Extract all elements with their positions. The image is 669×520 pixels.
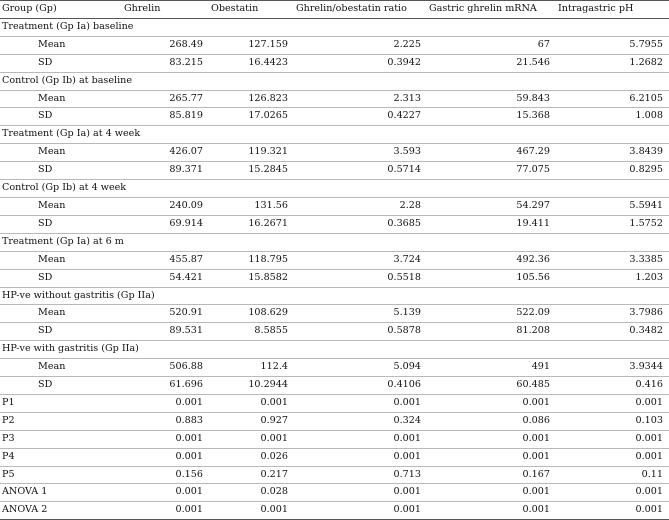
table-cell: 0.001 [294,502,427,520]
table-cell: 5.094 [294,359,427,377]
table-cell: 89.371 [122,162,209,180]
table-cell: 112.4 [209,359,294,377]
table-cell: 0.001 [556,394,669,412]
table-row [0,269,669,287]
table-cell: 0.713 [294,466,427,484]
row-label: SD [0,54,122,72]
table-row [0,323,669,341]
table-cell: 5.139 [294,305,427,323]
table-cell: 3.724 [294,251,427,269]
row-label: SD [0,377,122,395]
table-cell: 0.4106 [294,377,427,395]
table-row [0,394,669,412]
table-cell: 491 [427,359,556,377]
table-cell: 10.2944 [209,377,294,395]
table-cell: 0.086 [427,412,556,430]
row-label: SD [0,269,122,287]
header-row [0,1,669,19]
table-cell: 21.546 [427,54,556,72]
table-cell: 0.001 [294,430,427,448]
table-cell: 19.411 [427,215,556,233]
table-cell: 83.215 [122,54,209,72]
table-cell: 0.217 [209,466,294,484]
table-cell: 1.5752 [556,215,669,233]
table-cell: 0.001 [209,430,294,448]
header-group: Group (Gp) [0,1,122,19]
table-row [0,108,669,126]
table-row [0,412,669,430]
table-row [0,484,669,502]
table-cell: 0.001 [122,502,209,520]
table-cell: 0.3942 [294,54,427,72]
table-cell: 15.368 [427,108,556,126]
table-cell: 0.001 [294,448,427,466]
row-label: P3 [0,430,122,448]
group-heading-row [0,126,669,144]
table-cell: 0.028 [209,484,294,502]
group-label: HP-ve with gastritis (Gp IIa) [0,341,669,359]
row-label: SD [0,215,122,233]
table-cell: 3.7986 [556,305,669,323]
table-cell: 0.001 [294,394,427,412]
group-heading-row [0,287,669,305]
table-cell: 0.001 [122,448,209,466]
table-cell: 268.49 [122,36,209,54]
table-cell: 0.156 [122,466,209,484]
table-row [0,502,669,520]
row-label: Mean [0,197,122,215]
table-row [0,90,669,108]
table-row [0,305,669,323]
table-cell: 0.001 [209,502,294,520]
table-cell: 0.001 [427,448,556,466]
table-cell: 0.001 [427,394,556,412]
row-label: Mean [0,144,122,162]
table-cell: 54.421 [122,269,209,287]
table-row [0,144,669,162]
group-heading-row [0,72,669,90]
row-label: Mean [0,36,122,54]
table-cell: 15.2845 [209,162,294,180]
table-cell: 17.0265 [209,108,294,126]
table-cell: 3.3385 [556,251,669,269]
table-cell: 3.9344 [556,359,669,377]
table-cell: 5.5941 [556,197,669,215]
table-cell: 89.531 [122,323,209,341]
table-cell: 0.4227 [294,108,427,126]
table-row [0,54,669,72]
row-label: SD [0,108,122,126]
table-cell: 0.001 [556,448,669,466]
table-cell: 522.09 [427,305,556,323]
table-cell: 85.819 [122,108,209,126]
table-cell: 0.001 [122,484,209,502]
table-row [0,448,669,466]
table-cell: 60.485 [427,377,556,395]
table-cell: 119.321 [209,144,294,162]
table-cell: 240.09 [122,197,209,215]
header-mrna: Gastric ghrelin mRNA [427,1,556,19]
table-row [0,215,669,233]
row-label: Mean [0,251,122,269]
table-cell: 0.001 [556,430,669,448]
table-cell: 105.56 [427,269,556,287]
table-cell: 0.001 [427,430,556,448]
table-cell: 3.8439 [556,144,669,162]
table-cell: 1.203 [556,269,669,287]
table-cell: 0.001 [556,502,669,520]
group-heading-row [0,180,669,198]
row-label: Mean [0,305,122,323]
table-cell: 127.159 [209,36,294,54]
table-cell: 455.87 [122,251,209,269]
table-cell: 520.91 [122,305,209,323]
header-ghrelin: Ghrelin [122,1,209,19]
group-label: Control (Gp Ib) at 4 week [0,180,669,198]
group-heading-row [0,18,669,36]
table-cell: 426.07 [122,144,209,162]
row-label: P2 [0,412,122,430]
row-label: Mean [0,90,122,108]
table-cell: 77.075 [427,162,556,180]
group-label: Treatment (Gp Ia) at 6 m [0,233,669,251]
table-cell: 1.2682 [556,54,669,72]
table-cell: 126.823 [209,90,294,108]
group-label: Treatment (Gp Ia) baseline [0,18,669,36]
table-cell: 0.001 [427,502,556,520]
row-label: SD [0,162,122,180]
table-cell: 0.416 [556,377,669,395]
group-heading-row [0,233,669,251]
table-cell: 54.297 [427,197,556,215]
table-cell: 118.795 [209,251,294,269]
table-cell: 61.696 [122,377,209,395]
table-cell: 81.208 [427,323,556,341]
table-cell: 492.36 [427,251,556,269]
table-row [0,197,669,215]
table-cell: 108.629 [209,305,294,323]
table-row [0,466,669,484]
table-cell: 506.88 [122,359,209,377]
table-cell: 0.324 [294,412,427,430]
row-label: SD [0,323,122,341]
table-cell: 8.5855 [209,323,294,341]
table-cell: 0.927 [209,412,294,430]
table-cell: 467.29 [427,144,556,162]
table-cell: 3.593 [294,144,427,162]
table-row [0,251,669,269]
table-cell: 2.28 [294,197,427,215]
row-label: P4 [0,448,122,466]
table-cell: 0.883 [122,412,209,430]
row-label: P5 [0,466,122,484]
table-row [0,359,669,377]
group-label: Treatment (Gp Ia) at 4 week [0,126,669,144]
table-cell: 2.313 [294,90,427,108]
table-cell: 16.4423 [209,54,294,72]
table-cell: 67 [427,36,556,54]
table-cell: 16.2671 [209,215,294,233]
row-label: P1 [0,394,122,412]
table-cell: 0.5878 [294,323,427,341]
table-row [0,162,669,180]
group-heading-row [0,341,669,359]
table-cell: 0.8295 [556,162,669,180]
table-cell: 2.225 [294,36,427,54]
row-label: ANOVA 1 [0,484,122,502]
table-cell: 0.103 [556,412,669,430]
table-cell: 0.001 [209,394,294,412]
table-cell: 0.001 [427,484,556,502]
group-label: HP-ve without gastritis (Gp IIa) [0,287,669,305]
table-cell: 0.11 [556,466,669,484]
table-cell: 0.5714 [294,162,427,180]
header-obestatin: Obestatin [209,1,294,19]
table-cell: 59.843 [427,90,556,108]
table-cell: 6.2105 [556,90,669,108]
table-cell: 0.001 [122,430,209,448]
table-cell: 0.3482 [556,323,669,341]
table-row [0,430,669,448]
table-cell: 0.026 [209,448,294,466]
table-cell: 1.008 [556,108,669,126]
table-row [0,377,669,395]
table-cell: 5.7955 [556,36,669,54]
table-cell: 69.914 [122,215,209,233]
table-cell: 131.56 [209,197,294,215]
table-cell: 15.8582 [209,269,294,287]
table-cell: 265.77 [122,90,209,108]
row-label: ANOVA 2 [0,502,122,520]
header-ratio: Ghrelin/obestatin ratio [294,1,427,19]
table-cell: 0.3685 [294,215,427,233]
table-cell: 0.001 [556,484,669,502]
table-cell: 0.001 [294,484,427,502]
table-cell: 0.167 [427,466,556,484]
group-label: Control (Gp Ib) at baseline [0,72,669,90]
table-cell: 0.001 [122,394,209,412]
table-row [0,36,669,54]
table-cell: 0.5518 [294,269,427,287]
row-label: Mean [0,359,122,377]
header-ph: Intragastric pH [556,1,669,19]
table-body [0,18,669,519]
